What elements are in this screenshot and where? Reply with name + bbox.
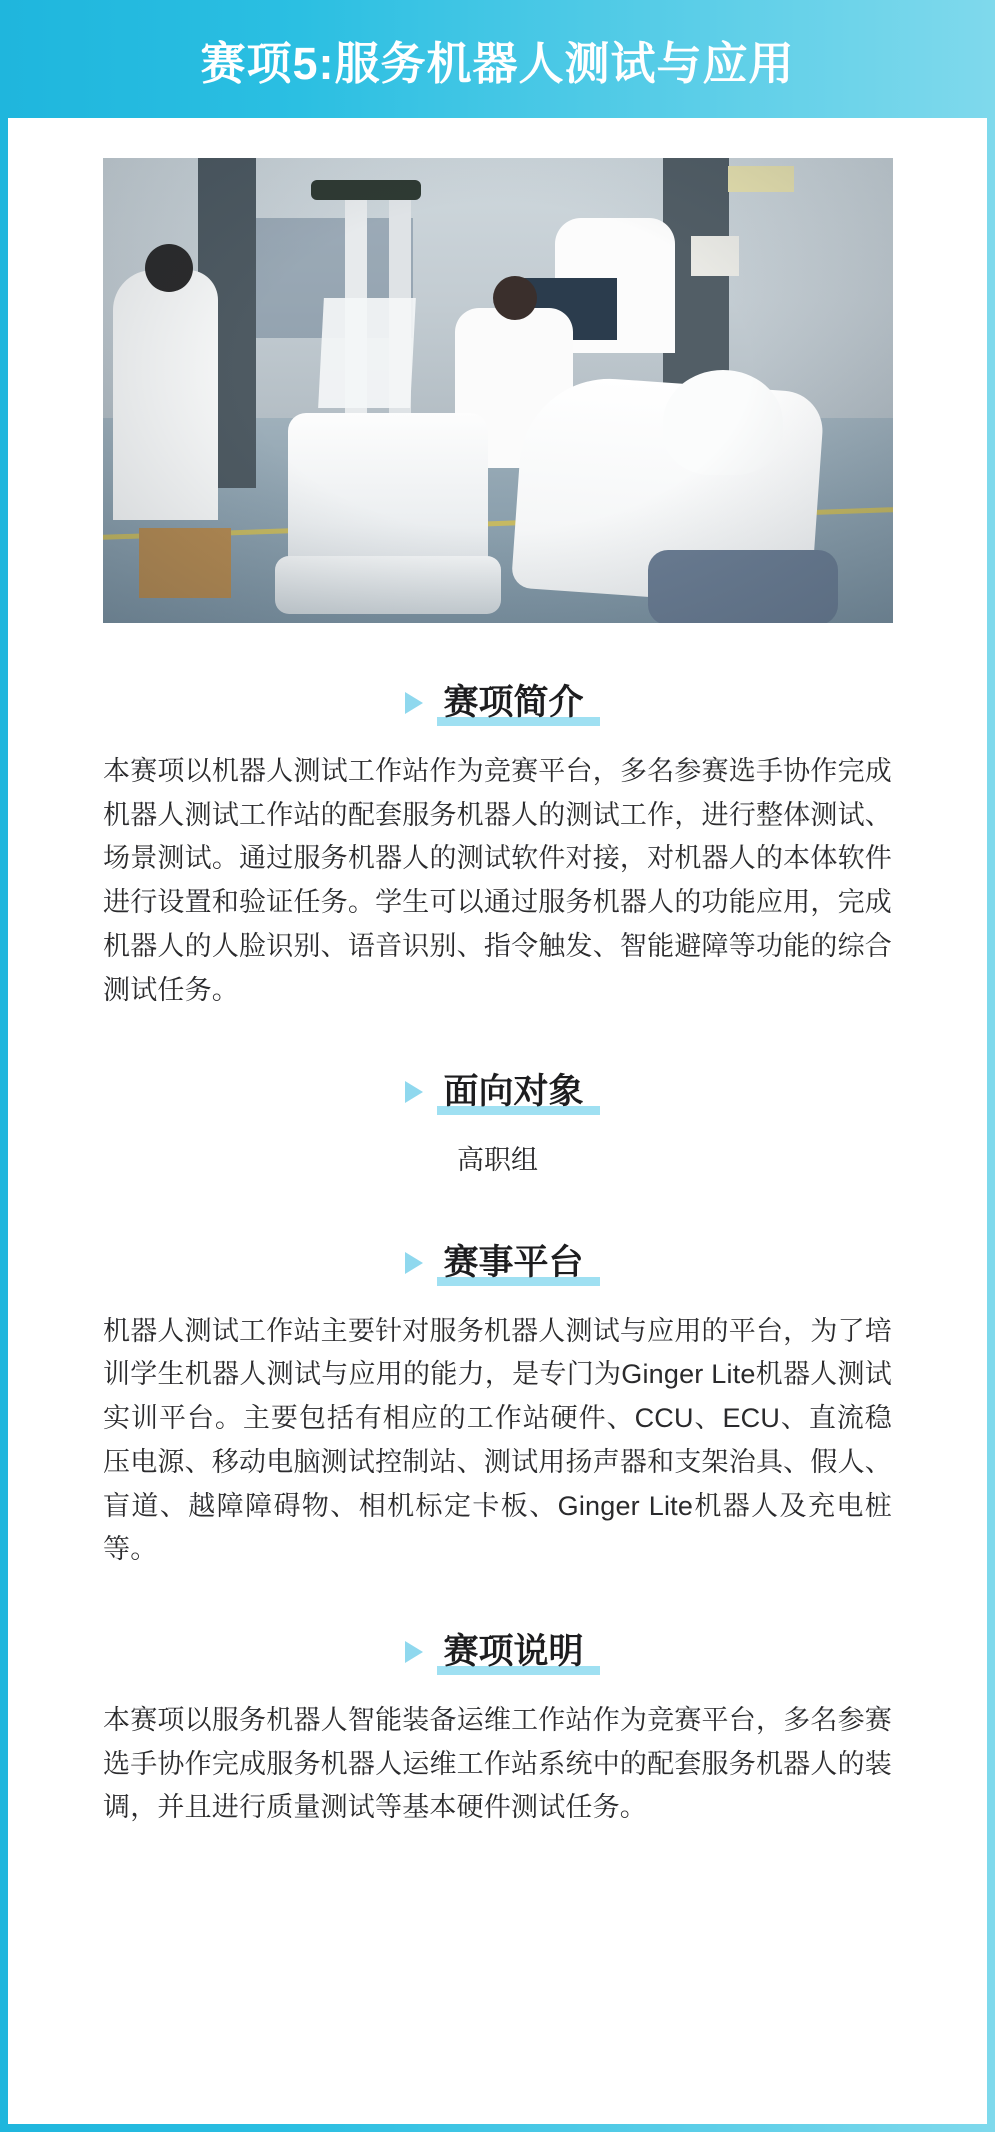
- section-heading-intro: [103, 685, 892, 724]
- section-title: 赛项说明: [443, 1632, 584, 1671]
- page-title: 赛项5:服务机器人测试与应用: [200, 37, 795, 89]
- section-title: 赛事平台: [443, 1242, 584, 1282]
- section-heading-platform: [103, 1242, 892, 1284]
- section-heading-audience: [103, 1074, 892, 1113]
- photo-vignette: [103, 158, 893, 623]
- triangle-marker-icon: [405, 692, 423, 714]
- section-heading-description: [103, 1634, 892, 1673]
- section-body-description: 本赛项以服务机器人智能装备运维工作站作为竞赛平台，多名参赛选手协作完成服务机器人运维工作站系统中的配套服务机器人的装调，并且进行质量测试等基本硬件测试任务。: [103, 1705, 892, 1823]
- section-title: 面向对象: [443, 1072, 584, 1112]
- triangle-marker-icon: [405, 1081, 423, 1103]
- section-body-audience: 高职组: [457, 1145, 538, 1176]
- triangle-marker-icon: [405, 1252, 423, 1274]
- section-body-intro: 本赛项以机器人测试工作站作为竞赛平台，多名参赛选手协作完成机器人测试工作站的配套服务机器人的测试工作，进行整体测试、场景测试。通过服务机器人的测试软件对接，对机器人的本体软件进行设置和验证任务。学生可以通过服务机器人的功能应用，完成机器人的人脸识别、语音识别、指令触发、智能避障等功能的综合测试任务。: [103, 756, 892, 1005]
- page-header: [8, 0, 987, 118]
- triangle-marker-icon: [405, 1641, 423, 1663]
- section-body-platform: 机器人测试工作站主要针对服务机器人测试与应用的平台，为了培训学生机器人测试与应用的能力，是专门为Ginger Lite机器人测试实训平台。主要包括有相应的工作站硬件、CCU、ECU、直流稳压电源、移动电脑测试控制站、测试用扬声器和支架治具、假人、盲道、越障障碍物、相机标定卡板、Ginger Lite机器人及充电桩等。: [103, 1315, 892, 1565]
- hero-photo: [103, 158, 893, 623]
- section-title: 赛项简介: [443, 683, 584, 722]
- content-card: [8, 118, 987, 2124]
